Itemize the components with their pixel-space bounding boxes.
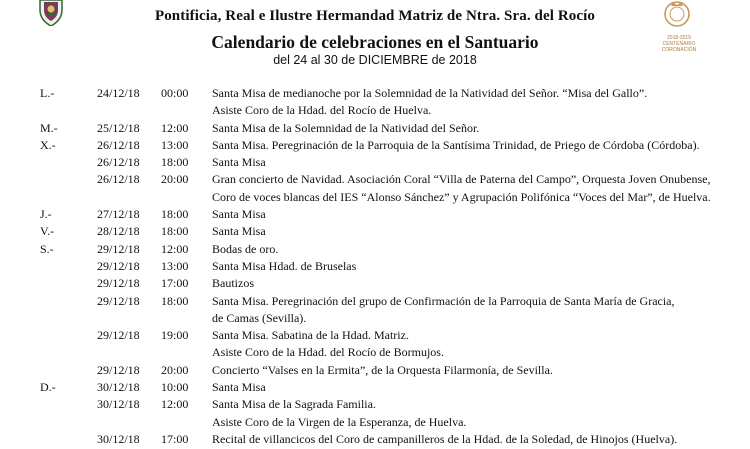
row-date: 26/12/18 — [97, 137, 140, 152]
row-time: 10:00 — [161, 380, 189, 395]
brotherhood-title: Pontificia, Real e Ilustre Hermandad Matriz de Ntra. Sra. del Rocío — [154, 8, 596, 24]
row-time: 17:00 — [161, 431, 189, 446]
row-description: Santa Misa. Peregrinación de la Parroquia de la Santísima Trinidad, de Priego de Córdoba (Córdoba). — [212, 137, 700, 152]
schedule-row — [0, 311, 750, 328]
row-description: Santa Misa de la Sagrada Familia. — [212, 397, 376, 412]
row-time: 00:00 — [161, 86, 189, 100]
schedule-row — [0, 242, 750, 259]
row-description: Santa Misa Hdad. de Bruselas — [212, 258, 357, 273]
schedule-row — [0, 190, 750, 207]
row-description: Bodas de oro. — [212, 241, 279, 256]
schedule-row — [0, 276, 750, 293]
row-time: 12:00 — [161, 397, 189, 412]
schedule-row — [0, 328, 750, 345]
row-time: 13:00 — [161, 258, 189, 273]
row-time: 12:00 — [161, 120, 189, 135]
schedule-row — [0, 363, 750, 380]
schedule-row — [0, 224, 750, 241]
schedule-row — [0, 345, 750, 362]
schedule-row — [0, 155, 750, 172]
calendar-title: Calendario de celebraciones en el Santuario — [211, 32, 539, 52]
row-description: Asiste Coro de la Virgen de la Esperanza, de Huelva. — [212, 414, 467, 429]
schedule-row — [0, 172, 750, 189]
schedule-row — [0, 397, 750, 414]
row-time: 12:00 — [161, 241, 189, 256]
row-day: S.- — [40, 241, 54, 256]
schedule-row — [0, 121, 750, 138]
row-description: Santa Misa. Peregrinación del grupo de Confirmación de la Parroquia de Santa María de Gracia, — [212, 293, 675, 308]
schedule-row — [0, 259, 750, 276]
row-date: 29/12/18 — [97, 241, 140, 256]
row-description: Santa Misa — [212, 155, 266, 170]
row-description: Concierto “Valses en la Ermita”, de la Orquesta Filarmonía, de Sevilla. — [212, 362, 553, 377]
row-date: 30/12/18 — [97, 397, 140, 412]
row-day: V.- — [40, 224, 55, 239]
row-time: 18:00 — [161, 293, 189, 308]
row-date: 29/12/18 — [97, 362, 140, 377]
schedule-row — [0, 86, 750, 103]
schedule-row — [0, 380, 750, 397]
row-time: 19:00 — [161, 328, 189, 343]
row-description: Santa Misa — [212, 207, 266, 222]
schedule-row — [0, 207, 750, 224]
row-time: 17:00 — [161, 276, 189, 291]
row-description: Santa Misa — [212, 380, 266, 395]
row-date: 27/12/18 — [97, 207, 140, 222]
row-time: 20:00 — [161, 362, 189, 377]
row-date: 25/12/18 — [97, 120, 140, 135]
row-date: 29/12/18 — [97, 258, 140, 273]
schedule-row — [0, 294, 750, 311]
row-description: Santa Misa de la Solemnidad de la Natividad del Señor. — [212, 120, 480, 135]
date-range: del 24 al 30 de DICIEMBRE de 2018 — [273, 53, 477, 67]
row-time: 18:00 — [161, 224, 189, 239]
schedule-list — [0, 86, 750, 449]
row-description: de Camas (Sevilla). — [212, 310, 307, 325]
row-date: 30/12/18 — [97, 431, 140, 446]
row-description: Asiste Coro de la Hdad. del Rocío de Huelva. — [212, 103, 432, 118]
seal-caption: CENTENARIO CORONACIÓN — [661, 41, 697, 53]
row-date: 28/12/18 — [97, 224, 140, 239]
schedule-row — [0, 415, 750, 432]
row-description: Santa Misa. Sabatina de la Hdad. Matriz. — [212, 328, 409, 343]
row-day: J.- — [40, 207, 52, 222]
row-time: 18:00 — [161, 155, 189, 170]
row-description: Asiste Coro de la Hdad. del Rocío de Bormujos. — [212, 345, 444, 360]
row-time: 13:00 — [161, 137, 189, 152]
row-date: 29/12/18 — [97, 293, 140, 308]
row-description: Bautizos — [212, 276, 254, 291]
seal-years: 2018-2019 — [667, 35, 691, 41]
schedule-row — [0, 103, 750, 120]
row-date: 26/12/18 — [97, 172, 140, 187]
row-day: X.- — [40, 137, 56, 152]
row-day: D.- — [40, 380, 56, 395]
row-date: 30/12/18 — [97, 380, 140, 395]
row-description: Santa Misa de medianoche por la Solemnidad de la Natividad del Señor. “Misa del Gallo”. — [212, 86, 648, 100]
row-description: Gran concierto de Navidad. Asociación Coral “Villa de Paterna del Campo”, Orquesta Joven Onubense, — [212, 172, 711, 187]
row-day: M.- — [40, 120, 58, 135]
schedule-row — [0, 138, 750, 155]
row-description: Coro de voces blancas del IES “Alonso Sánchez” y Agrupación Polifónica “Voces del Mar”, de Huelva. — [212, 189, 711, 204]
row-day: L.- — [40, 86, 55, 100]
row-description: Santa Misa — [212, 224, 266, 239]
row-description: Recital de villancicos del Coro de campanilleros de la Hdad. de la Soledad, de Hinojos (Huelva). — [212, 431, 678, 446]
row-time: 20:00 — [161, 172, 189, 187]
schedule-row — [0, 432, 750, 449]
row-time: 18:00 — [161, 207, 189, 222]
row-date: 29/12/18 — [97, 276, 140, 291]
row-date: 26/12/18 — [97, 155, 140, 170]
row-date: 24/12/18 — [97, 86, 140, 100]
row-date: 29/12/18 — [97, 328, 140, 343]
